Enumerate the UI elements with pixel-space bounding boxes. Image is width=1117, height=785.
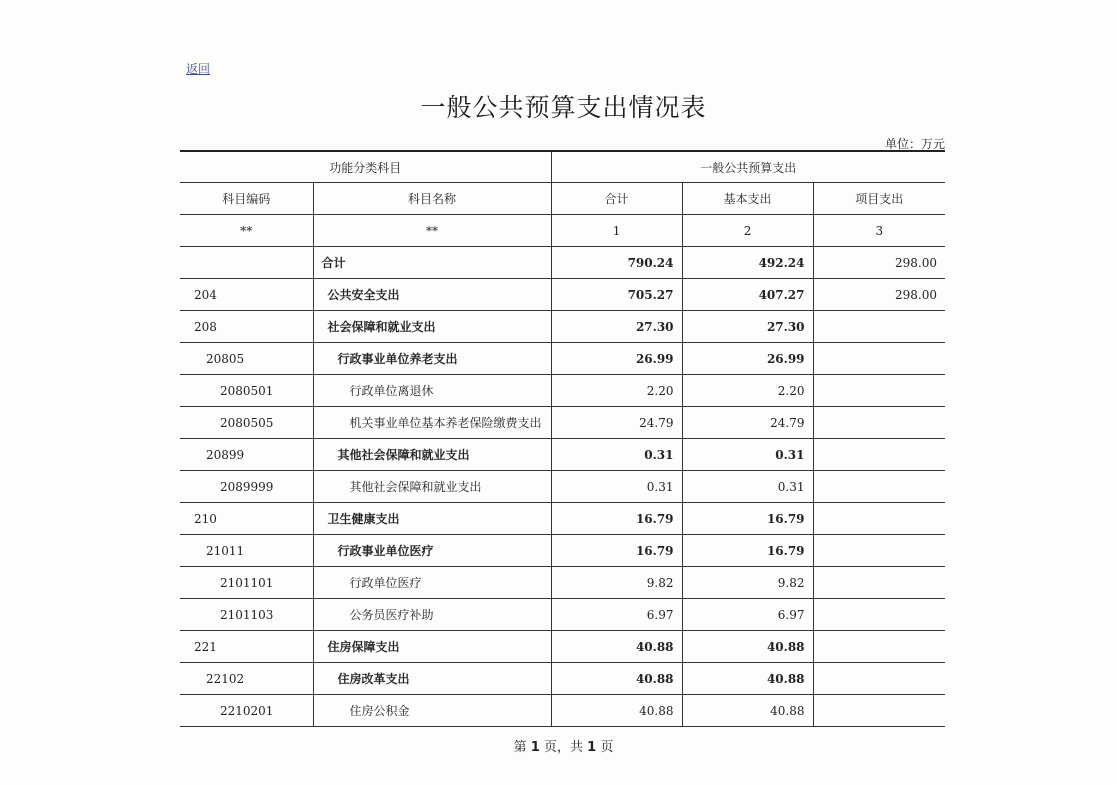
header-row-2 — [180, 183, 945, 215]
row-code: 2080501 — [180, 375, 313, 407]
row-name: 行政事业单位医疗 — [313, 535, 551, 567]
row-project — [813, 599, 945, 631]
footer-page-number: 1 — [530, 740, 540, 755]
row-basic: 407.27 — [682, 279, 813, 311]
row-total: 2.20 — [551, 375, 682, 407]
table-row — [180, 663, 945, 695]
table-row — [180, 311, 945, 343]
row-total: 16.79 — [551, 535, 682, 567]
row-basic: 0.31 — [682, 471, 813, 503]
header-func-class: 功能分类科目 — [180, 151, 551, 183]
header-total-index: 1 — [551, 215, 682, 247]
header-row-1 — [180, 151, 945, 183]
row-total: 790.24 — [551, 247, 682, 279]
row-total: 27.30 — [551, 311, 682, 343]
row-name: 行政事业单位养老支出 — [313, 343, 551, 375]
row-project — [813, 375, 945, 407]
row-total: 6.97 — [551, 599, 682, 631]
row-code: 221 — [180, 631, 313, 663]
row-name: 行政单位离退休 — [313, 375, 551, 407]
row-project — [813, 343, 945, 375]
header-project-index: 3 — [813, 215, 945, 247]
table-row — [180, 375, 945, 407]
row-code: 20899 — [180, 439, 313, 471]
row-project: 298.00 — [813, 279, 945, 311]
row-basic: 9.82 — [682, 567, 813, 599]
row-project — [813, 695, 945, 727]
row-name: 机关事业单位基本养老保险缴费支出 — [313, 407, 551, 439]
row-total: 705.27 — [551, 279, 682, 311]
table-row — [180, 695, 945, 727]
row-project — [813, 407, 945, 439]
row-name: 住房公积金 — [313, 695, 551, 727]
page-title: 一般公共预算支出情况表 — [420, 93, 707, 122]
row-basic: 2.20 — [682, 375, 813, 407]
row-name: 其他社会保障和就业支出 — [313, 471, 551, 503]
footer-prefix: 第 — [513, 740, 527, 755]
row-total: 9.82 — [551, 567, 682, 599]
row-name: 公务员医疗补助 — [313, 599, 551, 631]
row-project: 298.00 — [813, 247, 945, 279]
row-basic: 0.31 — [682, 439, 813, 471]
unit-label: 单位：万元 — [884, 137, 945, 151]
page-footer — [0, 736, 1117, 755]
row-project — [813, 663, 945, 695]
header-name: 科目名称 — [313, 183, 551, 215]
row-code: 2080505 — [180, 407, 313, 439]
header-code: 科目编码 — [180, 183, 313, 215]
header-basic-index: 2 — [682, 215, 813, 247]
table-row — [180, 535, 945, 567]
footer-middle: 页，共 — [543, 740, 583, 755]
row-total: 40.88 — [551, 663, 682, 695]
header-project: 项目支出 — [813, 183, 945, 215]
footer-total-pages: 1 — [587, 740, 597, 755]
table-row — [180, 279, 945, 311]
table-row — [180, 343, 945, 375]
row-project — [813, 567, 945, 599]
row-code: 21011 — [180, 535, 313, 567]
row-name: 合计 — [313, 247, 551, 279]
footer-suffix: 页 — [600, 740, 614, 755]
row-name: 住房保障支出 — [313, 631, 551, 663]
row-project — [813, 503, 945, 535]
row-name: 卫生健康支出 — [313, 503, 551, 535]
row-total: 24.79 — [551, 407, 682, 439]
row-basic: 492.24 — [682, 247, 813, 279]
row-total: 0.31 — [551, 439, 682, 471]
header-total: 合计 — [551, 183, 682, 215]
row-name: 公共安全支出 — [313, 279, 551, 311]
row-code: 2101103 — [180, 599, 313, 631]
row-project — [813, 311, 945, 343]
row-basic: 40.88 — [682, 663, 813, 695]
row-basic: 16.79 — [682, 503, 813, 535]
row-total: 26.99 — [551, 343, 682, 375]
row-project — [813, 631, 945, 663]
row-code: 22102 — [180, 663, 313, 695]
row-basic: 24.79 — [682, 407, 813, 439]
table-row — [180, 503, 945, 535]
row-name: 其他社会保障和就业支出 — [313, 439, 551, 471]
row-name: 行政单位医疗 — [313, 567, 551, 599]
row-code — [180, 247, 313, 279]
table-row — [180, 567, 945, 599]
header-name-index: ** — [313, 215, 551, 247]
header-code-index: ** — [180, 215, 313, 247]
table-row — [180, 407, 945, 439]
row-basic: 40.88 — [682, 695, 813, 727]
table-row — [180, 631, 945, 663]
row-total: 0.31 — [551, 471, 682, 503]
row-code: 20805 — [180, 343, 313, 375]
table-row — [180, 471, 945, 503]
row-project — [813, 439, 945, 471]
row-project — [813, 535, 945, 567]
header-basic: 基本支出 — [682, 183, 813, 215]
row-basic: 6.97 — [682, 599, 813, 631]
row-total: 40.88 — [551, 695, 682, 727]
row-project — [813, 471, 945, 503]
row-total: 16.79 — [551, 503, 682, 535]
row-basic: 16.79 — [682, 535, 813, 567]
table-row — [180, 439, 945, 471]
table-body — [180, 247, 945, 727]
table-row — [180, 247, 945, 279]
header-row-3 — [180, 215, 945, 247]
back-link[interactable]: 返回 — [186, 62, 211, 76]
row-code: 2101101 — [180, 567, 313, 599]
row-name: 住房改革支出 — [313, 663, 551, 695]
row-basic: 40.88 — [682, 631, 813, 663]
row-code: 2210201 — [180, 695, 313, 727]
row-basic: 26.99 — [682, 343, 813, 375]
row-code: 208 — [180, 311, 313, 343]
row-code: 210 — [180, 503, 313, 535]
row-basic: 27.30 — [682, 311, 813, 343]
budget-table-container — [180, 150, 945, 727]
table-row — [180, 599, 945, 631]
row-name: 社会保障和就业支出 — [313, 311, 551, 343]
row-code: 2089999 — [180, 471, 313, 503]
row-total: 40.88 — [551, 631, 682, 663]
budget-table — [180, 150, 945, 727]
row-code: 204 — [180, 279, 313, 311]
header-budget: 一般公共预算支出 — [551, 151, 945, 183]
